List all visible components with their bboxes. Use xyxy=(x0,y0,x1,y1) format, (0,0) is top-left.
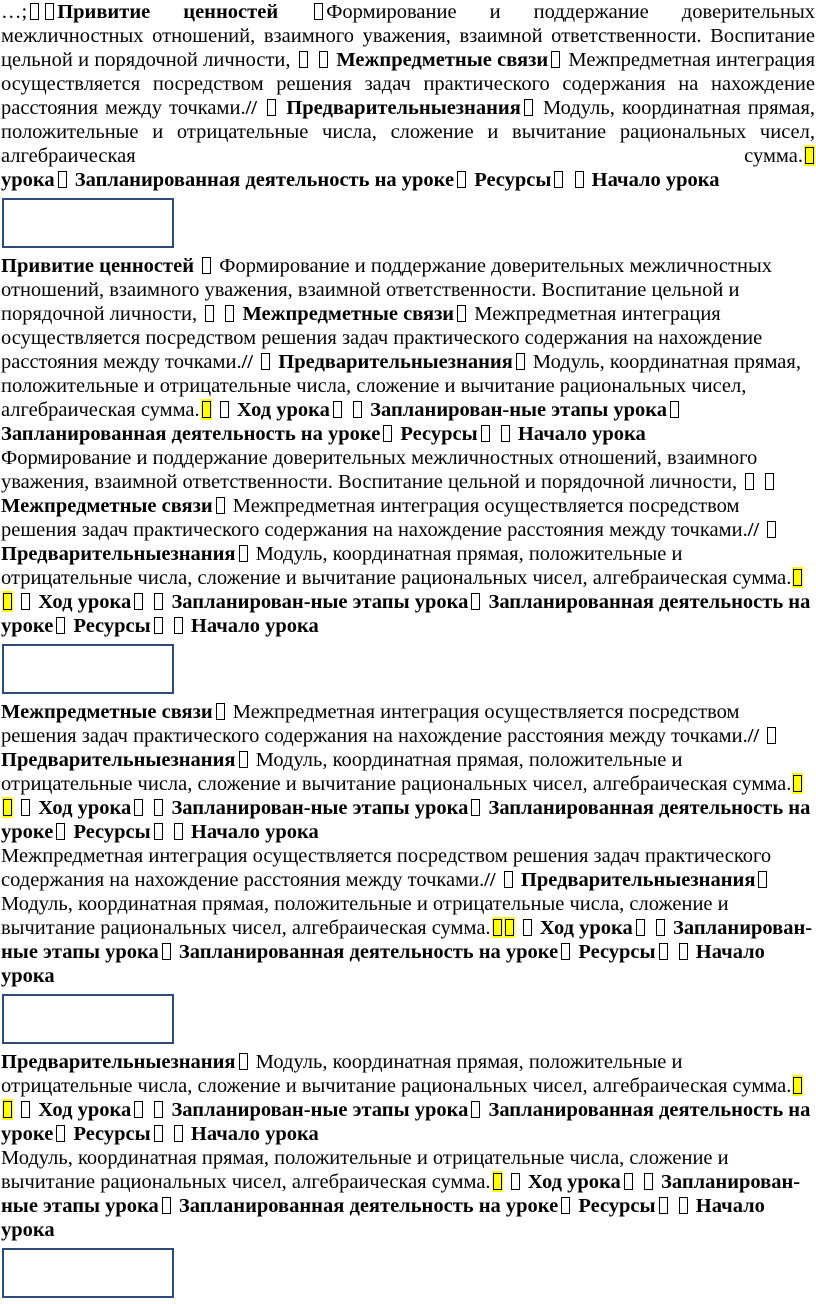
lead-text: …; xyxy=(1,1,28,23)
heading-values: Привитие ценностей xyxy=(1,255,195,277)
missing-glyph-icon xyxy=(154,823,163,840)
missing-glyph-icon xyxy=(58,171,67,188)
missing-glyph-icon xyxy=(21,1101,30,1118)
missing-glyph-icon xyxy=(154,593,163,610)
missing-glyph-icon xyxy=(202,257,211,274)
heading-resources: Ресурсы xyxy=(400,423,478,445)
text-links: Межпредметная интеграция осуществляется посредством решения задач практического содержания на нахождение расстояния между точками. xyxy=(1,49,816,119)
text-prior: Модуль, координатная прямая, положительные и отрицательные числа, сложение и вычитание рациональных чисел, алгебраическая сумма. xyxy=(1,1051,792,1097)
missing-glyph-icon xyxy=(767,521,776,538)
missing-glyph-icon xyxy=(314,3,323,20)
missing-glyph-icon xyxy=(758,871,767,888)
heading-stages: Запланирован-ные этапы урока xyxy=(171,797,469,819)
missing-glyph-icon xyxy=(745,473,754,490)
heading-resources: Ресурсы xyxy=(73,1123,151,1145)
heading-values: Привитие ценностей xyxy=(57,1,279,23)
heading-prior: Предварительныезнания xyxy=(1,543,236,565)
heading-lesson-tail: урока xyxy=(1,169,55,191)
heading-planned: Запланированная деятельность на уроке xyxy=(178,941,559,963)
block-1: …; Привитие ценностей Формирование и поддержание доверительных межличностных отношений, взаимного уважения, взаимной ответственности. Воспитание цельной и порядочной личности, Межпредметные связи Межпредметная интеграция осуществляется посредством решения задач практического содержания на нахождение расстояния между точками.// Предварительныезнания Модуль, координатная прямая, положительные и отрицательные числа, сложение и вычитание рациональных чисел, алгебраическая сумма. xyxy=(1,1,816,167)
heading-links: Межпредметные связи xyxy=(1,701,213,723)
text-prior-end: сумма. xyxy=(744,145,803,167)
text-values: Формирование и поддержание доверительных межличностных отношений, взаимного уважения, взаимной ответственности. Воспитание цельной и порядочной личности, xyxy=(1,1,815,71)
text-prior: Модуль, координатная прямая, положительные и отрицательные числа, сложение и вычитание рациональных чисел, алгебраическая сумма. xyxy=(1,749,792,795)
missing-glyph-icon xyxy=(561,1197,570,1214)
heading-planned: Запланированная деятельность на уроке xyxy=(178,1195,559,1217)
missing-glyph-icon xyxy=(216,497,225,514)
missing-glyph-icon xyxy=(134,1101,143,1118)
missing-glyph-icon xyxy=(261,353,270,370)
heading-start: Начало урока xyxy=(591,169,720,191)
block-4: Межпредметные связи Межпредметная интеграция осуществляется посредством решения задач практического содержания на нахождение расстояния между точками.// Предварительныезнания Модуль, координатная прямая, положительные и отрицательные числа, сложение и вычитание рациональных чисел, алгебраическая сумма. Ход урока Запланирован-ные этапы урока Запланированная деятельность на уроке Ресурсы Начало урока xyxy=(1,701,811,843)
heading-stages: Запланирован-ные этапы урока xyxy=(1,917,813,963)
missing-glyph-icon xyxy=(154,1101,163,1118)
missing-glyph-icon xyxy=(457,305,466,322)
missing-glyph-icon xyxy=(239,545,248,562)
heading-prior: Предварительныезнания xyxy=(520,869,756,891)
highlight-marker xyxy=(504,917,515,938)
missing-glyph-icon xyxy=(636,919,645,936)
missing-glyph-icon xyxy=(30,3,39,20)
heading-stages: Запланирован-ные этапы урока xyxy=(1,1171,801,1217)
missing-glyph-icon xyxy=(239,751,248,768)
empty-frame xyxy=(2,1248,174,1298)
missing-glyph-icon xyxy=(56,823,65,840)
missing-glyph-icon xyxy=(516,353,525,370)
heading-stages: Запланирован-ные этапы урока xyxy=(171,1099,469,1121)
missing-glyph-icon xyxy=(353,401,362,418)
missing-glyph-icon xyxy=(501,425,510,442)
heading-course: Ход урока xyxy=(38,797,132,819)
heading-planned: Запланированная деятельность на уроке xyxy=(1,1099,811,1145)
empty-frame xyxy=(2,644,174,694)
text-prior: Модуль, координатная прямая, положительные и отрицательные числа, сложение и вычитание рациональных чисел, алгебраическая сумма. xyxy=(1,351,801,421)
block-7 xyxy=(1,1146,815,1242)
heading-course: Ход урока xyxy=(539,917,633,939)
heading-planned: Запланированная деятельность на уроке xyxy=(1,423,381,445)
document-page xyxy=(1,0,815,1304)
heading-start: Начало урока xyxy=(1,941,765,987)
missing-glyph-icon xyxy=(162,1197,171,1214)
missing-glyph-icon xyxy=(471,1101,480,1118)
missing-glyph-icon xyxy=(551,51,560,68)
missing-glyph-icon xyxy=(162,943,171,960)
missing-glyph-icon xyxy=(174,823,183,840)
missing-glyph-icon xyxy=(333,401,342,418)
missing-glyph-icon xyxy=(504,871,513,888)
text-links: Межпредметная интеграция осуществляется посредством решения задач практического содержания на нахождение расстояния между точками. xyxy=(1,701,748,747)
missing-glyph-icon xyxy=(659,1197,668,1214)
heading-course: Ход урока xyxy=(38,1099,132,1121)
block-3: Формирование и поддержание доверительных межличностных отношений, взаимного уважения, взаимной ответственности. Воспитание цельной и порядочной личности, Межпредметные связи Межпредметная интеграция осуществляется посредством решения задач практического содержания на нахождение расстояния между точками.// Предварительныезнания Модуль, координатная прямая, положительные и отрицательные числа, сложение и вычитание рациональных чисел, алгебраическая сумма. Ход урока Запланирован-ные этапы урока Запланированная деятельность на уроке Ресурсы Начало урока xyxy=(1,447,811,637)
missing-glyph-icon xyxy=(523,919,532,936)
heading-start: Начало урока xyxy=(190,615,319,637)
missing-glyph-icon xyxy=(670,401,679,418)
missing-glyph-icon xyxy=(45,3,54,20)
missing-glyph-icon xyxy=(481,425,490,442)
heading-planned: Запланированная деятельность на уроке xyxy=(1,797,811,843)
block-6 xyxy=(1,1050,815,1146)
heading-course: Ход урока xyxy=(38,591,132,613)
heading-prior: Предварительныезнания xyxy=(278,351,513,373)
highlight-marker xyxy=(792,567,803,588)
missing-glyph-icon xyxy=(154,617,163,634)
missing-glyph-icon xyxy=(457,171,466,188)
missing-glyph-icon xyxy=(624,1173,633,1190)
heading-start: Начало урока xyxy=(517,423,646,445)
text-prior: Модуль, координатная прямая, положительные и отрицательные числа, сложение и вычитание рациональных чисел, алгебраическая сумма. xyxy=(1,543,792,589)
missing-glyph-icon xyxy=(319,51,328,68)
block-5: Межпредметная интеграция осуществляется посредством решения задач практического содержания на нахождение расстояния между точками.// Предварительныезнания Модуль, координатная прямая, положительные и отрицательные числа, сложение и вычитание рациональных чисел, алгебраическая сумма. Ход урока Запланирован-ные этапы урока Запланированная деятельность на уроке Ресурсы Начало урока xyxy=(1,845,813,987)
missing-glyph-icon xyxy=(659,943,668,960)
highlight-marker xyxy=(492,917,503,938)
heading-start: Начало урока xyxy=(190,821,319,843)
heading-prior: Предварительныезнания xyxy=(1,749,236,771)
missing-glyph-icon xyxy=(134,593,143,610)
text-prior: Модуль, координатная прямая, положительные и отрицательные числа, сложение и вычитание рациональных чисел, алгебраическая сумма. xyxy=(1,1147,729,1193)
heading-start: Начало урока xyxy=(190,1123,319,1145)
missing-glyph-icon xyxy=(220,401,229,418)
missing-glyph-icon xyxy=(267,99,276,116)
missing-glyph-icon xyxy=(471,799,480,816)
missing-glyph-icon xyxy=(239,1053,248,1070)
heading-links: Межпредметные связи xyxy=(1,495,213,517)
missing-glyph-icon xyxy=(134,799,143,816)
text-links: Межпредметная интеграция осуществляется посредством решения задач практического содержания на нахождение расстояния между точками. xyxy=(1,845,772,891)
missing-glyph-icon xyxy=(656,919,665,936)
missing-glyph-icon xyxy=(383,425,392,442)
missing-glyph-icon xyxy=(21,593,30,610)
heading-resources: Ресурсы xyxy=(73,615,151,637)
heading-stages: Запланирован-ные этапы урока xyxy=(171,591,469,613)
text-prior: Модуль, координатная прямая, положительные и отрицательные числа, сложение и вычитание рациональных чисел, алгебраическая xyxy=(1,97,816,167)
missing-glyph-icon xyxy=(679,1197,688,1214)
missing-glyph-icon xyxy=(524,99,533,116)
heading-start: Начало урока xyxy=(1,1195,765,1241)
highlight-marker xyxy=(792,773,803,794)
missing-glyph-icon xyxy=(511,1173,520,1190)
highlight-marker xyxy=(492,1171,503,1192)
missing-glyph-icon xyxy=(679,943,688,960)
highlight-marker xyxy=(2,591,13,612)
missing-glyph-icon xyxy=(561,943,570,960)
missing-glyph-icon xyxy=(575,171,584,188)
heading-prior: Предварительныезнания xyxy=(286,97,521,119)
missing-glyph-icon xyxy=(174,617,183,634)
missing-glyph-icon xyxy=(554,171,563,188)
text-links: Межпредметная интеграция осуществляется посредством решения задач практического содержания на нахождение расстояния между точками. xyxy=(1,495,748,541)
text-values: Формирование и поддержание доверительных межличностных отношений, взаимного уважения, взаимной ответственности. Воспитание цельной и порядочной личности, xyxy=(1,255,772,325)
missing-glyph-icon xyxy=(644,1173,653,1190)
missing-glyph-icon xyxy=(471,593,480,610)
missing-glyph-icon xyxy=(154,799,163,816)
highlight-marker xyxy=(792,1075,803,1096)
empty-frame xyxy=(2,198,174,248)
heading-stages: Запланирован-ные этапы урока xyxy=(370,399,668,421)
missing-glyph-icon xyxy=(56,1125,65,1142)
missing-glyph-icon xyxy=(216,703,225,720)
block-2: Привитие ценностей Формирование и поддержание доверительных межличностных отношений, взаимного уважения, взаимной ответственности. Воспитание цельной и порядочной личности, Межпредметные связи Межпредметная интеграция осуществляется посредством решения задач практического содержания на нахождение расстояния между точками.// Предварительныезнания Модуль, координатная прямая, положительные и отрицательные числа, сложение и вычитание рациональных чисел, алгебраическая сумма. Ход урока Запланирован-ные этапы урока Запланированная деятельность на уроке Ресурсы Начало урока xyxy=(1,255,801,445)
missing-glyph-icon xyxy=(21,799,30,816)
heading-course: Ход урока xyxy=(236,399,330,421)
heading-links: Межпредметные связи xyxy=(242,303,455,325)
missing-glyph-icon xyxy=(765,473,774,490)
missing-glyph-icon xyxy=(56,617,65,634)
missing-glyph-icon xyxy=(225,305,234,322)
empty-frame xyxy=(2,994,174,1044)
block-1-tail xyxy=(1,168,815,192)
heading-resources: Ресурсы xyxy=(474,169,552,191)
heading-planned: Запланированная деятельность на уроке xyxy=(74,169,455,191)
missing-glyph-icon xyxy=(174,1125,183,1142)
text-values: Формирование и поддержание доверительных межличностных отношений, взаимного уважения, взаимной ответственности. Воспитание цельной и порядочной личности, xyxy=(1,447,758,493)
highlight-marker xyxy=(201,399,212,420)
heading-resources: Ресурсы xyxy=(578,941,656,963)
missing-glyph-icon xyxy=(154,1125,163,1142)
highlight-marker xyxy=(2,1099,13,1120)
missing-glyph-icon xyxy=(299,51,308,68)
missing-glyph-icon xyxy=(767,727,776,744)
missing-glyph-icon xyxy=(205,305,214,322)
heading-resources: Ресурсы xyxy=(578,1195,656,1217)
highlight-marker xyxy=(2,797,13,818)
text-links: Межпредметная интеграция осуществляется посредством решения задач практического содержания на нахождение расстояния между точками. xyxy=(1,303,763,373)
text-prior: Модуль, координатная прямая, положительные и отрицательные числа, сложение и вычитание рациональных чисел, алгебраическая сумма. xyxy=(1,893,729,939)
heading-links: Межпредметные связи xyxy=(336,49,549,71)
heading-prior: Предварительныезнания xyxy=(1,1051,236,1073)
heading-planned: Запланированная деятельность на уроке xyxy=(1,591,811,637)
heading-resources: Ресурсы xyxy=(73,821,151,843)
highlight-marker xyxy=(804,145,815,166)
heading-course: Ход урока xyxy=(527,1171,621,1193)
